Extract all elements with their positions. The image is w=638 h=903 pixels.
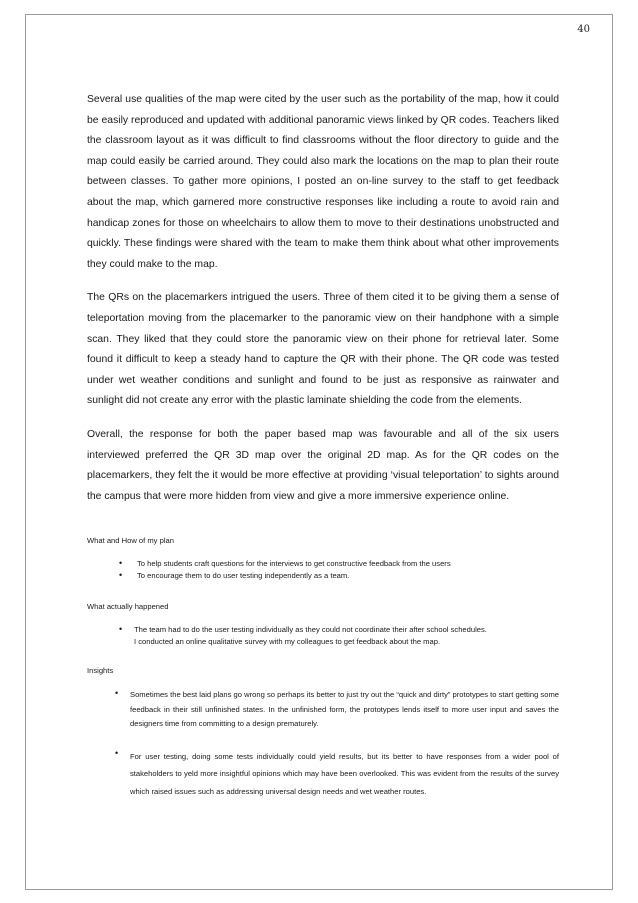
happened-list [119, 624, 559, 647]
body-paragraph-1: Several use qualities of the map were cited by the user such as the portability of the map, how it could be easily reproduced and updated with additional panoramic views linked by QR codes. Teachers liked the classroom layout as it was difficult to find classrooms without the floor directory to guide and the map could easily be carried around. They could also mark the locations on the map to plan their route between classes. To gather more opinions, I posted an on-line survey to the staff to get feedback about the map, which garnered more constructive responses like including a route to avoid rain and handicap zones for those on wheelchairs to allow them to move to their destinations unobstructed and quickly. These findings were shared with the team to make them think about what other improvements they could make to the map. [87, 94, 559, 270]
list-item [115, 748, 559, 801]
list-item [119, 624, 559, 647]
plan-heading: What and How of my plan [87, 536, 174, 546]
happened-item-2: I conducted an online qualitative survey with my colleagues to get feedback about the map. [134, 636, 441, 646]
bullet-icon: • [119, 624, 123, 635]
list-item [119, 570, 559, 581]
bullet-icon: • [119, 558, 123, 569]
bullet-icon: • [115, 747, 119, 758]
happened-item-1: The team had to do the user testing individually as they could not coordinate their after school schedules. [134, 625, 487, 635]
page-content [87, 90, 559, 816]
bullet-icon: • [119, 569, 123, 580]
insights-list [115, 688, 559, 801]
happened-heading: What actually happened [87, 602, 169, 612]
bullet-icon: • [115, 687, 119, 698]
plan-item-1: To help students craft questions for the interviews to get constructive feedback from the users [137, 559, 451, 569]
list-item [115, 688, 559, 732]
insights-heading: Insights [87, 665, 114, 675]
insight-item-1: Sometimes the best laid plans go wrong so perhaps its better to just try out the “quick and dirty” prototypes to start getting some feedback in their still unfinished states. In the unfinished form, the prototypes lends itself to more user input and saves the designers time from committing to a design prematurely. [130, 689, 559, 729]
plan-list [119, 558, 559, 581]
body-paragraph-2: The QRs on the placemarkers intrigued the users. Three of them cited it to be giving them a sense of teleportation moving from the placemarker to the panoramic view on their handphone with a simple scan. They liked that they could store the panoramic view on their phone for retrieval later. Some found it difficult to keep a steady hand to capture the QR with their phone. The QR code was tested under wet weather conditions and sunlight and found to be just as responsive as rainwater and sunlight did not create any error with the plastic laminate shielding the code from the elements. [87, 292, 559, 407]
list-item [119, 558, 559, 569]
plan-item-2: To encourage them to do user testing independently as a team. [137, 570, 350, 580]
insight-item-2: For user testing, doing some tests individually could yield results, but its better to have responses from a wider pool of stakeholders to yeld more insightful opinions which may have been overlooked. This was evident from the results of the survey which raised issues such as addressing universal design needs and wet weather routes. [130, 751, 559, 796]
body-paragraph-3: Overall, the response for both the paper based map was favourable and all of the six users interviewed preferred the QR 3D map over the original 2D map. As for the QR codes on the placemarkers, they felt the it would be more effective at providing ‘visual teleportation’ to sights around the campus that were more hidden from view and give a more immersive experience online. [87, 428, 559, 502]
page-number: 40 [577, 24, 590, 35]
